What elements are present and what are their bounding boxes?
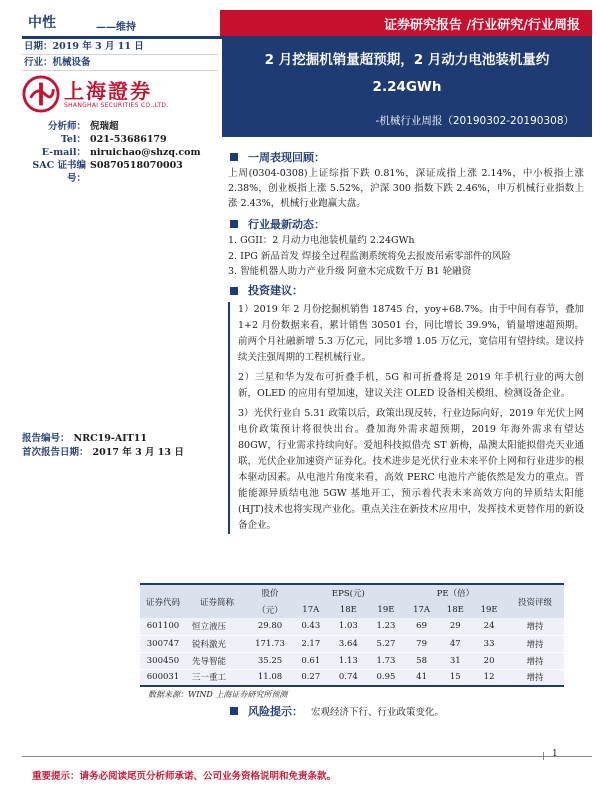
- square-bullet-icon: [230, 707, 238, 715]
- cell-eps: 1.13: [330, 652, 368, 669]
- cell-eps: 1.23: [367, 618, 405, 635]
- col-header-price: 股价: [248, 584, 292, 601]
- stock-recommendation-table: [140, 583, 564, 687]
- review-section-heading: [228, 148, 584, 166]
- rating-change: ——维持: [96, 22, 136, 33]
- cell-pe: 79: [405, 635, 439, 652]
- cell-pe: 12: [472, 669, 506, 686]
- col-header-year: 17A: [292, 601, 330, 618]
- review-heading-text: 一周表现回顾：: [248, 150, 325, 164]
- report-industry: 行业：机械设备: [22, 55, 218, 71]
- analyst-name-row: [22, 120, 218, 133]
- company-logo: [22, 75, 218, 113]
- analyst-sac-label: SAC 证书编号：: [32, 160, 86, 184]
- invest-paragraph: 1）2019 年 2 月份挖掘机销售 18745 台，yoy+68.7%。由于中间有春节，叠加 1+2 月份数据来看，累计销售 30501 台，同比增长 39.9%，销量增速超预期。前两个月社融新增 5.3 万亿元，同比多增 1.05 万亿元，宽信用有望持续。建议持续关注强周期的工程机械行业。: [238, 303, 584, 363]
- report-title-line1: 2 月挖掘机销量超预期，2 月动力电池装机量约: [264, 52, 550, 68]
- table-row: [140, 618, 564, 635]
- col-header-year: 19E: [367, 601, 405, 618]
- analyst-name: 倪瑞超: [90, 121, 119, 132]
- report-title-box: [222, 39, 592, 137]
- cell-eps: 0.95: [367, 669, 405, 686]
- cell-pe: 47: [438, 635, 472, 652]
- col-header-price-unit: （元）: [248, 601, 292, 618]
- col-header-pe: PE（倍）: [405, 584, 506, 601]
- table-row: [140, 669, 564, 686]
- page-number: 1: [552, 749, 558, 759]
- cell-pe: 58: [405, 652, 439, 669]
- cell-pe: 29: [438, 618, 472, 635]
- cell-code: 300747: [140, 635, 186, 652]
- cell-pe: 33: [472, 635, 506, 652]
- analyst-email-label: E-mail：: [41, 147, 86, 158]
- report-date: 日期：2019 年 3 月 11 日: [22, 39, 218, 55]
- cell-pe: 24: [472, 618, 506, 635]
- cell-code: 300450: [140, 652, 186, 669]
- cell-pe: 41: [405, 669, 439, 686]
- cell-pe: 69: [405, 618, 439, 635]
- cell-name: 三一重工: [186, 669, 248, 686]
- report-body: [228, 144, 584, 538]
- disclaimer-note: 重要提示：请务必阅读尾页分析师承诺、公司业务资格说明和免责条款。: [32, 771, 337, 782]
- news-list: [228, 233, 584, 280]
- col-header-name: 证券简称: [186, 584, 248, 618]
- square-bullet-icon: [230, 287, 238, 295]
- analyst-name-label: 分析师：: [47, 121, 86, 132]
- report-number-label: 报告编号：: [22, 433, 70, 444]
- report-subtitle: -机械行业周报（20190302-20190308）: [375, 115, 574, 127]
- analyst-tel-label: Tel：: [60, 134, 86, 145]
- cell-rating: 增持: [506, 669, 564, 686]
- risk-heading: 风险提示：: [248, 705, 303, 718]
- analyst-sac-number: S0870518070003: [90, 160, 183, 171]
- risk-text: 宏观经济下行、行业政策变化。: [311, 707, 445, 718]
- cell-eps: 0.27: [292, 669, 330, 686]
- news-heading-text: 行业最新动态：: [248, 217, 325, 231]
- news-item: 2. IPG 新品首发 焊接全过程监测系统将免去报废吊索零部件的风险: [228, 250, 511, 262]
- report-number: NRC19-AIT11: [73, 433, 147, 444]
- table-row: [140, 635, 564, 652]
- logo-name-cn: 上海證券: [64, 78, 152, 103]
- invest-paragraph: 2）三星和华为发布可折叠手机，5G 和可折叠将是 2019 年手机行业的两大创新，OLED 的应用有望加速，建议关注 OLED 设备相关模组、检测设备企业。: [238, 371, 584, 399]
- cell-name: 锐科激光: [186, 635, 248, 652]
- table-source-note: 数据来源：WIND 上海证券研究所预测: [148, 690, 288, 699]
- analyst-info: [22, 120, 218, 184]
- col-header-year: 19E: [472, 601, 506, 618]
- col-header-rating: 投资评级: [506, 584, 564, 618]
- col-header-year: 18E: [438, 601, 472, 618]
- cell-pe: 15: [438, 669, 472, 686]
- invest-body: [228, 302, 584, 534]
- cell-eps: 2.17: [292, 635, 330, 652]
- col-header-eps: EPS(元): [292, 584, 405, 601]
- table-row: [140, 652, 564, 669]
- col-header-code: 证券代码: [140, 584, 186, 618]
- news-item: 1. GGII：2 月动力电池装机量约 2.24GWh: [228, 235, 415, 246]
- first-report-date: 2017 年 3 月 13 日: [92, 447, 184, 458]
- cell-eps: 0.43: [292, 618, 330, 635]
- analyst-email-row: [22, 146, 218, 159]
- analyst-tel: 021-53686179: [90, 134, 167, 145]
- review-text: 上周(0304-0308)上证综指下跌 0.81%，深证成指上涨 2.14%，中小板指上涨 2.38%，创业板指上涨 5.52%，沪深 300 指数下跌 2.46%，申万机械行业指数上涨 2.43%，机械行业跑赢大盘。: [228, 168, 584, 209]
- cell-eps: 0.61: [292, 652, 330, 669]
- square-bullet-icon: [230, 153, 238, 161]
- invest-section-heading: [228, 282, 584, 300]
- cell-name: 先导智能: [186, 652, 248, 669]
- logo-name-en: SHANGHAI SECURITIES CO.,LTD.: [64, 101, 169, 109]
- analyst-email-link[interactable]: niruichao@shzq.com: [90, 147, 201, 158]
- footer-divider: [22, 756, 592, 757]
- col-header-year: 18E: [330, 601, 368, 618]
- shanghai-securities-logo-icon: [22, 75, 60, 113]
- cell-pe: 31: [438, 652, 472, 669]
- analyst-sac-row: [22, 159, 218, 184]
- cell-eps: 1.73: [367, 652, 405, 669]
- cell-pe: 20: [472, 652, 506, 669]
- footer-tick: [543, 752, 544, 760]
- report-type-banner: [220, 10, 592, 36]
- invest-heading-text: 投资建议：: [248, 284, 303, 297]
- cell-code: 601100: [140, 618, 186, 635]
- invest-section: [228, 282, 584, 534]
- cell-eps: 3.64: [330, 635, 368, 652]
- first-report-date-row: [22, 446, 218, 460]
- cell-name: 恒立液压: [186, 618, 248, 635]
- meta-block: [22, 39, 218, 71]
- report-number-row: [22, 432, 218, 446]
- col-header-year: 17A: [405, 601, 439, 618]
- cell-price: 171.73: [248, 635, 292, 652]
- industry-rating: 中性: [28, 15, 56, 31]
- cell-eps: 5.27: [367, 635, 405, 652]
- report-meta: [22, 432, 218, 460]
- cell-rating: 增持: [506, 635, 564, 652]
- report-type-label: 证券研究报告 /行业研究/行业周报: [383, 17, 580, 33]
- report-title-line2: 2.24GWh: [372, 79, 442, 95]
- news-section-heading: [228, 215, 584, 233]
- invest-paragraph: 3）光伏行业自 5.31 政策以后，政策出现反转，行业边际向好，2019 年光伏上网电价政策预计将很快出台。叠加海外需求超预期，2019 年海外需求有望达 80GW，行业需求持续向好。爱旭科技拟借壳 ST 新梅，晶澳太阳能拟借壳天业通联，光伏企业加速资产证券化。技术进步是光伏行业未来平价上网和行业进步的根本驱动因素。从电池片角度来看，高效 PERC 电池片产能依然是发力的重点。晋能能源异质结电池 5GW 基地开工，预示着代表未来高效方向的异质结太阳能(HJT)技术也将实现产业化。重点关注在新技术应用中，发挥技术更替作用的新设备企业。: [238, 407, 584, 531]
- cell-price: 11.08: [248, 669, 292, 686]
- cell-price: 29.80: [248, 618, 292, 635]
- cell-eps: 1.03: [330, 618, 368, 635]
- first-report-date-label: 首次报告日期：: [22, 447, 89, 458]
- news-item: 3. 智能机器人助力产业升级 阿童木完成数千万 B1 轮融资: [228, 266, 472, 277]
- square-bullet-icon: [230, 220, 238, 228]
- cell-eps: 0.74: [330, 669, 368, 686]
- cell-code: 600031: [140, 669, 186, 686]
- cell-rating: 增持: [506, 652, 564, 669]
- cell-rating: 增持: [506, 618, 564, 635]
- analyst-tel-row: [22, 133, 218, 146]
- cell-price: 35.25: [248, 652, 292, 669]
- table-header-row: [140, 584, 564, 601]
- risk-section: [228, 702, 444, 720]
